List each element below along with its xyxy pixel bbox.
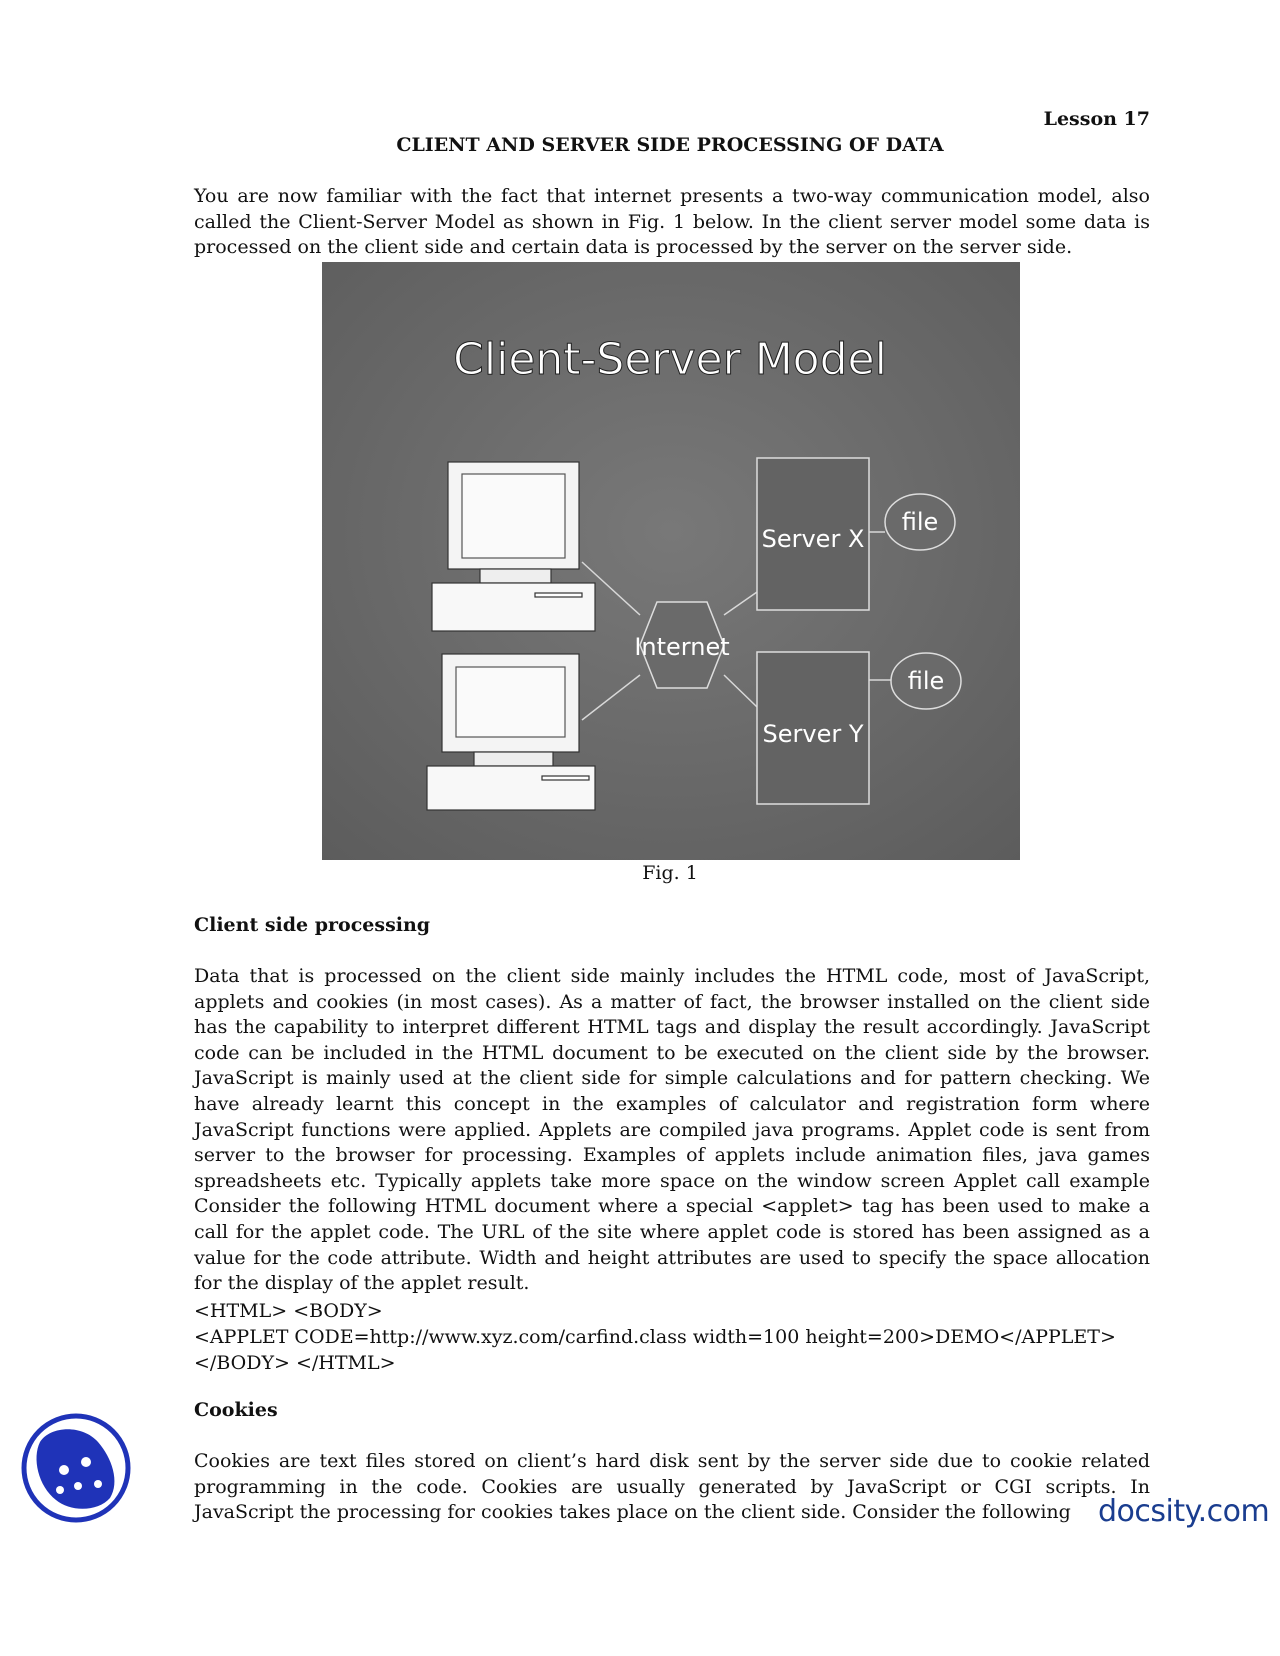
code-line: </BODY> </HTML> [194,1352,396,1374]
client-computer-icon [427,654,595,810]
file-x-label: file [901,508,939,536]
server-y-label: Server Y [762,720,864,748]
docsity-logo-icon [20,1412,132,1524]
server-x-label: Server X [761,525,865,553]
cookies-heading: Cookies [194,1399,278,1421]
intro-paragraph: You are now familiar with the fact that internet presents a two-way communication model, also called the Client-Server Model as shown in Fig. 1 below. In the client server model some data is processed on the client side and certain data is processed by the server on the server side. [194,185,1150,259]
docsity-watermark: docsity.com [1098,1494,1270,1529]
lesson-number: Lesson 17 [1043,108,1150,130]
code-line: <APPLET CODE=http://www.xyz.com/carfind.class width=100 height=200>DEMO</APPLET> [194,1326,1116,1348]
client-side-heading: Client side processing [194,914,431,936]
code-line: <HTML> <BODY> [194,1300,383,1322]
client-server-figure [322,262,1020,860]
cookies-paragraph: Cookies are text files stored on client’s hard disk sent by the server side due to cookie related programming in the code. Cookies are usually generated by JavaScript or CGI scripts. In JavaScript the processing for cookies takes place on the client side. Consider the following [194,1450,1150,1524]
applet-code-block [194,1298,1150,1376]
file-y-label: file [907,667,945,695]
figure-caption: Fig. 1 [642,862,698,884]
internet-label: Internet [634,633,730,661]
document-title: CLIENT AND SERVER SIDE PROCESSING OF DATA [396,134,944,156]
client-computer-icon [432,462,595,631]
client-side-paragraph: Data that is processed on the client side mainly includes the HTML code, most of JavaScript, applets and cookies (in most cases). As a matter of fact, the browser installed on the client side has the capability to interpret different HTML tags and display the result accordingly. JavaScript code can be included in the HTML document to be executed on the client side by the browser. JavaScript is mainly used at the client side for simple calculations and for pattern checking. We have already learnt this concept in the examples of calculator and registration form where JavaScript functions were applied. Applets are compiled java programs. Applet code is sent from server to the browser for processing. Examples of applets include animation files, java games spreadsheets etc. Typically applets take more space on the window screen Applet call example Consider the following HTML document where a special <applet> tag has been used to make a call for the applet code. The URL of the site where applet code is stored has been assigned as a value for the code attribute. Width and height attributes are used to specify the space allocation for the display of the applet result. [194,965,1150,1295]
figure-title: Client-Server Model [453,334,887,385]
